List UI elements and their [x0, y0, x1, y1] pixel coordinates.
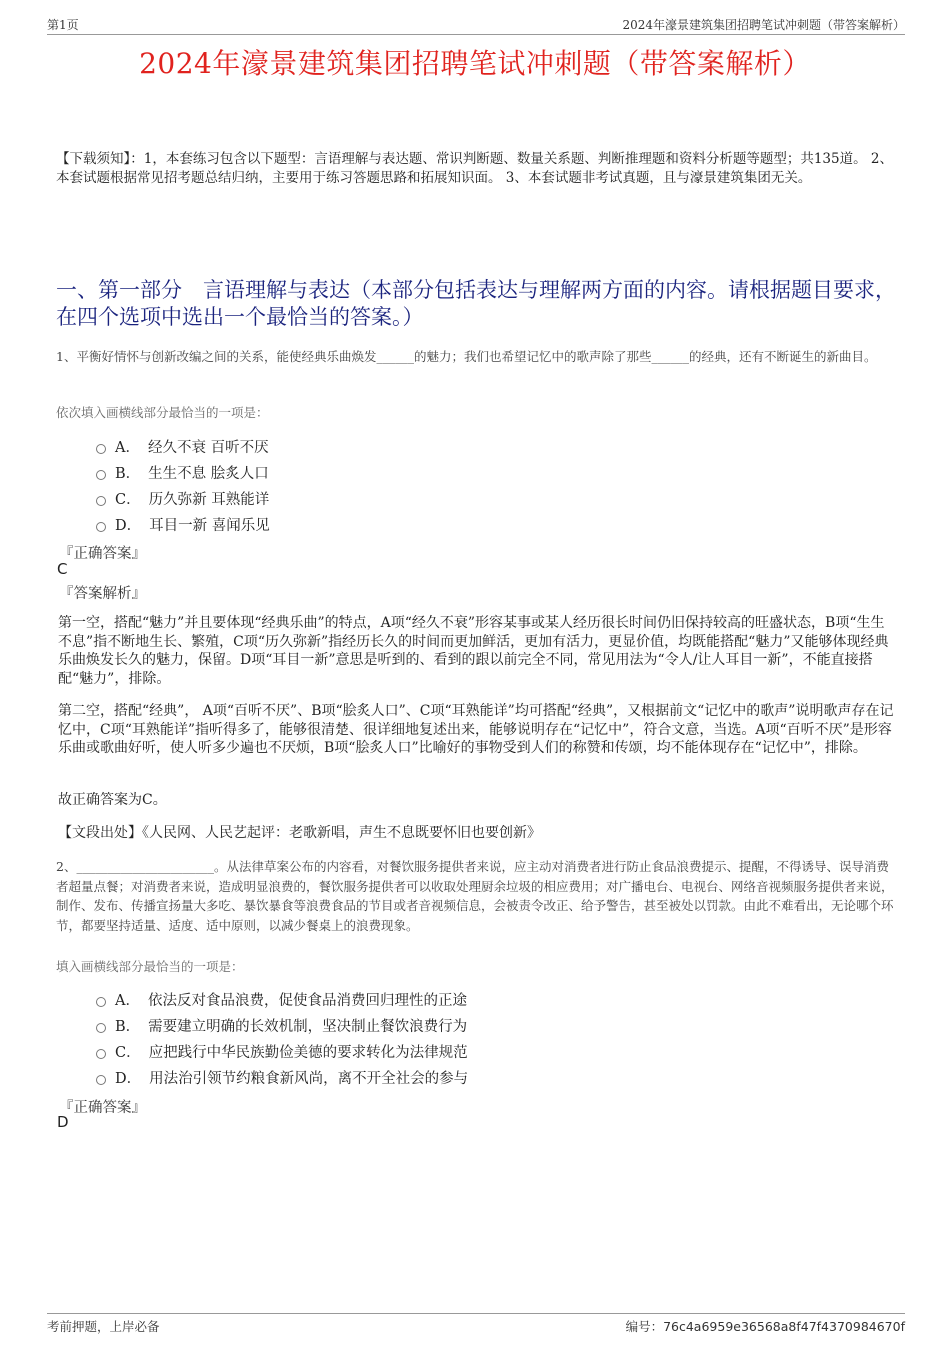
- option-b[interactable]: B． 生生不息 脍炙人口: [96, 459, 270, 485]
- answer-label: 『正确答案』: [59, 546, 146, 562]
- page-title: 2024年濠景建筑集团招聘笔试冲刺题（带答案解析）: [139, 47, 811, 80]
- option-c[interactable]: C． 历久弥新 耳熟能详: [96, 485, 270, 511]
- radio-icon[interactable]: [96, 997, 106, 1007]
- option-c[interactable]: C． 应把践行中华民族勤俭美德的要求转化为法律规范: [96, 1038, 468, 1064]
- radio-icon[interactable]: [96, 496, 106, 506]
- radio-icon[interactable]: [96, 1075, 106, 1085]
- analysis-conclusion: 故正确答案为C。: [58, 792, 167, 808]
- option-d[interactable]: D． 用法治引领节约粮食新风尚，离不开全社会的参与: [96, 1064, 468, 1090]
- option-b[interactable]: B． 需要建立明确的长效机制，坚决制止餐饮浪费行为: [96, 1012, 468, 1038]
- question-2-instruction: 填入画横线部分最恰当的一项是：: [56, 959, 244, 974]
- question-2-options: [96, 986, 468, 1090]
- radio-icon[interactable]: [96, 470, 106, 480]
- radio-icon[interactable]: [96, 1049, 106, 1059]
- radio-icon[interactable]: [96, 444, 106, 454]
- answer-label: 『正确答案』: [59, 1100, 146, 1116]
- option-d[interactable]: D． 耳目一新 喜闻乐见: [96, 511, 270, 537]
- page-header: [47, 14, 905, 35]
- question-1-stem: 1、平衡好情怀与创新改编之间的关系，能使经典乐曲焕发______的魅力；我们也希望记忆中的歌声除了那些______的经典，还有不断诞生的新曲目。: [56, 349, 877, 364]
- correct-answer: C: [57, 560, 68, 578]
- question-2-stem: 2、______________________。从法律草案公布的内容看，对餐饮服务提供者来说，应主动对消费者进行防止食品浪费提示、提醒，不得诱导、误导消费者超量点餐；对消费者来说，造成明显浪费的，餐饮服务提供者可以收取处理厨余垃圾的相应费用；对广播电台、电视台、网络音视频服务提供者来说，制作、发布、传播宣扬量大多吃、暴饮暴食等浪费食品的节目或者音视频信息，会被责令改正、给予警告，甚至被处以罚款。由此不难看出，无论哪个环节，都要坚持适量、适度、适中原则，以减少餐桌上的浪费现象。: [56, 859, 894, 933]
- option-a[interactable]: A． 依法反对食品浪费，促使食品消费回归理性的正途: [96, 986, 468, 1012]
- page-footer: [47, 1313, 905, 1334]
- correct-answer: D: [57, 1113, 69, 1131]
- footer-slogan: 考前押题，上岸必备: [47, 1319, 160, 1334]
- source-citation: 【文段出处】《人民网、人民艺起评：老歌新唱，声生不息既要怀旧也要创新》: [58, 825, 541, 841]
- radio-icon[interactable]: [96, 522, 106, 532]
- analysis-label: 『答案解析』: [59, 586, 146, 602]
- question-1-options: [96, 433, 270, 537]
- page-number: 第1页: [47, 18, 79, 32]
- analysis-paragraph-2: 第二空，搭配“经典”， A项“百听不厌”、B项“脍炙人口”、C项“耳熟能详”均可搭配“经典”，又根据前文“记忆中的歌声”说明歌声存在记忆中，C项“耳熟能详”指听得多了，能够很清楚、很详细地复述出来，能够说明存在“记忆中”，符合文意，当选。A项“百听不厌”是形容乐曲或歌曲好听，使人听多少遍也不厌烦，B项“脍炙人口”比喻好的事物受到人们的称赞和传颂，均不能体现存在“记忆中”，排除。: [58, 703, 894, 757]
- download-notice: 【下载须知】：1，本套练习包含以下题型：言语理解与表达题、常识判断题、数量关系题、判断推理题和资料分析题等题型；共135道。 2、本套试题根据常见招考题总结归纳，主要用于练习答题思路和拓展知识面。 3、本套试题非考试真题，且与濠景建筑集团无关。: [56, 151, 893, 186]
- header-doc-title: 2024年濠景建筑集团招聘笔试冲刺题（带答案解析）: [622, 18, 905, 32]
- option-a[interactable]: A． 经久不衰 百听不厌: [96, 433, 270, 459]
- question-1-instruction: 依次填入画横线部分最恰当的一项是：: [56, 405, 269, 420]
- footer-code: 编号：76c4a6959e36568a8f47f4370984670f: [625, 1319, 905, 1334]
- radio-icon[interactable]: [96, 1023, 106, 1033]
- section-heading: 一、第一部分 言语理解与表达（本部分包括表达与理解两方面的内容。请根据题目要求，在四个选项中选出一个最恰当的答案。）: [56, 278, 896, 329]
- analysis-paragraph-1: 第一空，搭配“魅力”并且要体现“经典乐曲”的特点，A项“经久不衰”形容某事或某人经历很长时间仍旧保持较高的旺盛状态，B项“生生不息”指不断地生长、繁殖，C项“历久弥新”指经历长久的时间而更加鲜活，更加有活力，更显价值，均既能搭配“魅力”又能够体现经典乐曲焕发长久的魅力，保留。D项“耳目一新”意思是听到的、看到的跟以前完全不同，常见用法为“令人/让人耳目一新”，不能直接搭配“魅力”，排除。: [58, 615, 889, 687]
